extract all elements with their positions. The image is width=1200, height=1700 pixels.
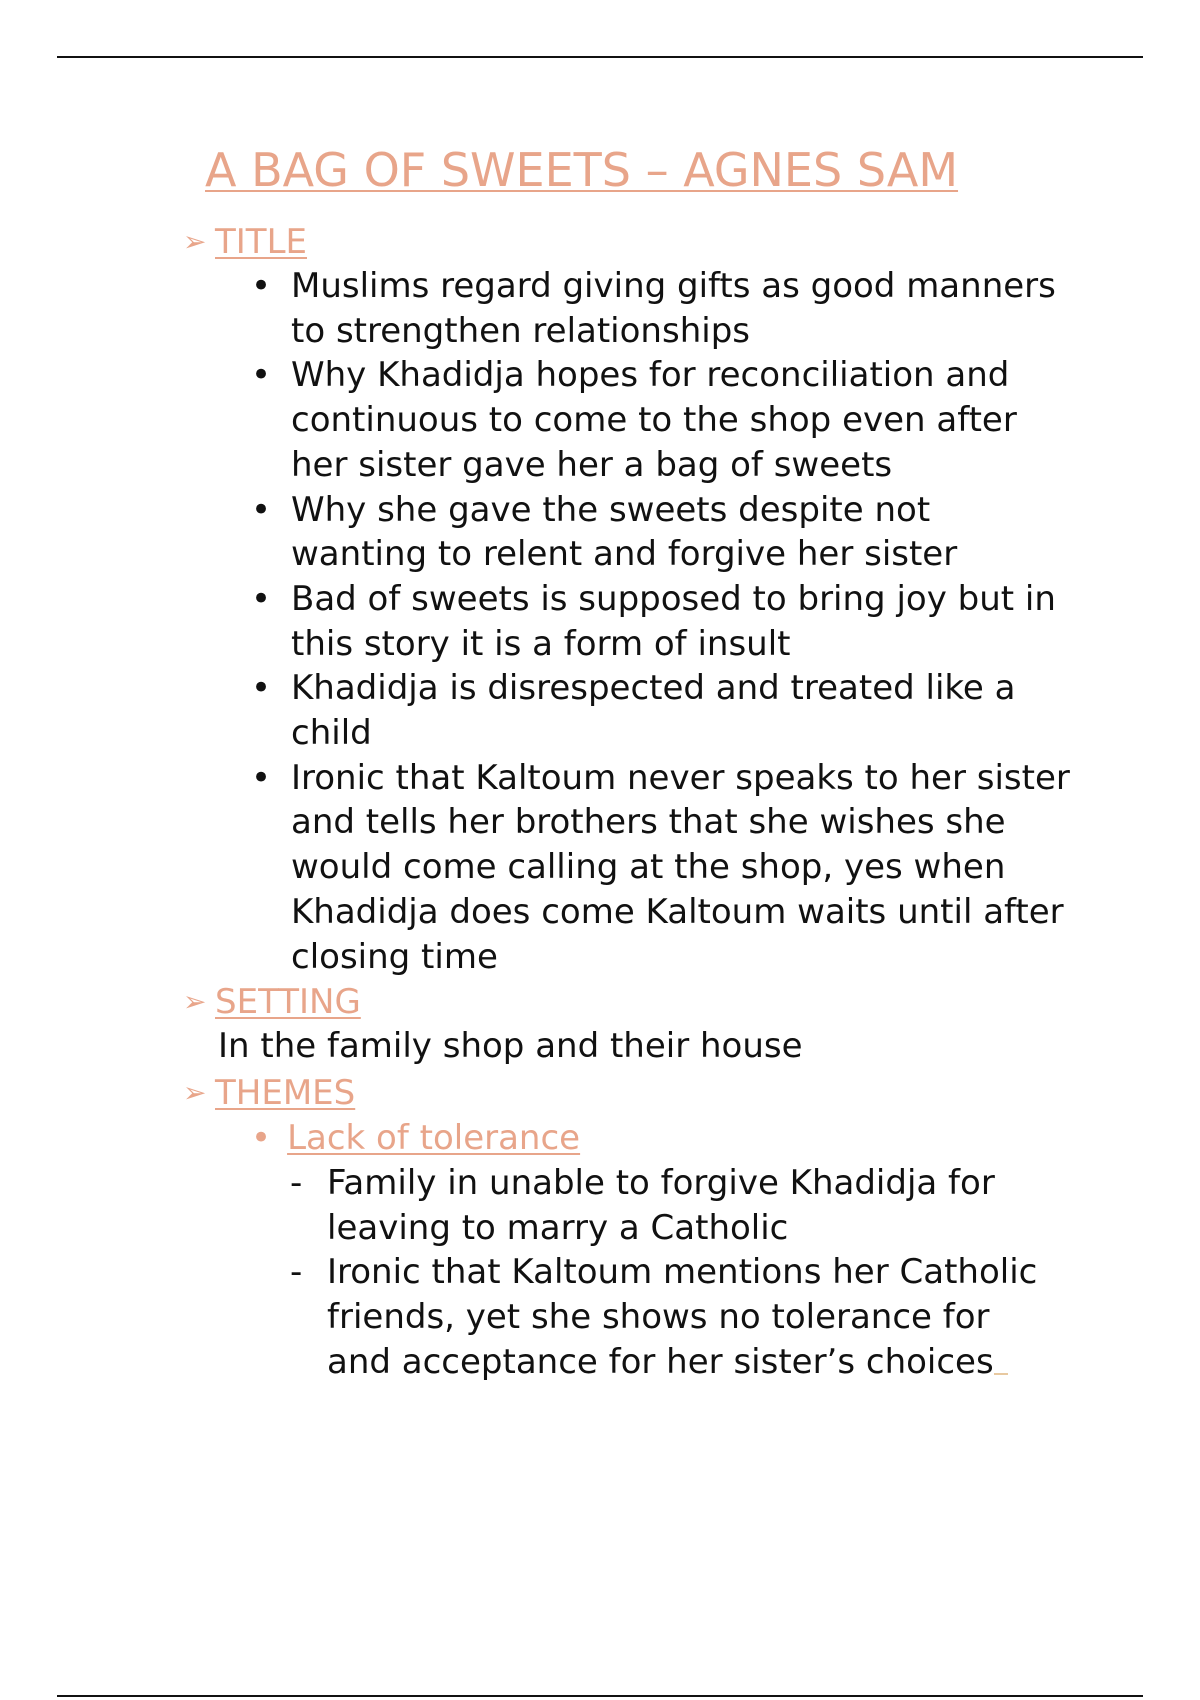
list-item-text: Khadidja is disrespected and treated like a child <box>291 668 1016 754</box>
list-item <box>0 353 1071 487</box>
arrow-bullet-icon: ➢ <box>183 985 207 1018</box>
list-item <box>0 488 1071 577</box>
section-heading-setting <box>183 980 361 1024</box>
arrow-bullet-icon: ➢ <box>183 1076 207 1109</box>
bullet-dot-icon: • <box>251 266 272 306</box>
list-item <box>0 264 1071 353</box>
section-heading-title <box>183 220 307 264</box>
bullet-dot-icon: • <box>251 1118 272 1158</box>
list-item <box>0 1250 1057 1384</box>
list-item-text: Why she gave the sweets despite not wanting to relent and forgive her sister <box>291 489 958 575</box>
section-heading-label: SETTING <box>215 982 361 1022</box>
arrow-bullet-icon: ➢ <box>183 225 207 258</box>
theme-subheading-label: Lack of tolerance <box>287 1118 581 1158</box>
section-heading-label: TITLE <box>215 222 307 262</box>
bullet-dot-icon: • <box>251 489 272 530</box>
text-cursor-mark <box>994 1343 1008 1375</box>
list-item <box>0 1161 1057 1250</box>
document-title: A BAG OF SWEETS – AGNES SAM <box>205 143 959 197</box>
bullet-dot-icon: • <box>251 668 272 709</box>
list-item <box>0 577 1071 666</box>
list-item-text: Bad of sweets is supposed to bring joy but in this story it is a form of insult <box>291 578 1056 664</box>
list-item-text: Ironic that Kaltoum mentions her Catholic friends, yet she shows no tolerance for and acceptance for her sister’s choices <box>327 1252 1038 1382</box>
list-item-text: Muslims regard giving gifts as good manners to strengthen relationships <box>291 266 1056 351</box>
dash-icon: - <box>290 1163 303 1203</box>
list-item-text: Family in unable to forgive Khadidja for leaving to marry a Catholic <box>327 1163 995 1248</box>
dash-icon: - <box>290 1252 303 1293</box>
theme-point-list <box>0 1161 1200 1385</box>
title-bullet-list <box>0 264 1200 979</box>
bullet-dot-icon: • <box>251 355 272 396</box>
list-item <box>0 756 1071 980</box>
bullet-dot-icon: • <box>251 757 272 798</box>
list-item <box>0 666 1071 755</box>
theme-subheading <box>251 1116 580 1161</box>
list-item-text: Ironic that Kaltoum never speaks to her sister and tells her brothers that she wishes she would come calling at the shop, yes when Khadidja does come Kaltoum waits until after closing time <box>291 757 1070 977</box>
section-heading-themes <box>183 1071 355 1115</box>
top-divider <box>57 56 1143 58</box>
list-item-text: Why Khadidja hopes for reconciliation and continuous to come to the shop even after her sister gave her a bag of sweets <box>291 355 1017 485</box>
bottom-divider <box>57 1695 1143 1697</box>
section-heading-label: THEMES <box>215 1073 356 1113</box>
setting-text: In the family shop and their house <box>218 1026 803 1066</box>
bullet-dot-icon: • <box>251 578 272 619</box>
